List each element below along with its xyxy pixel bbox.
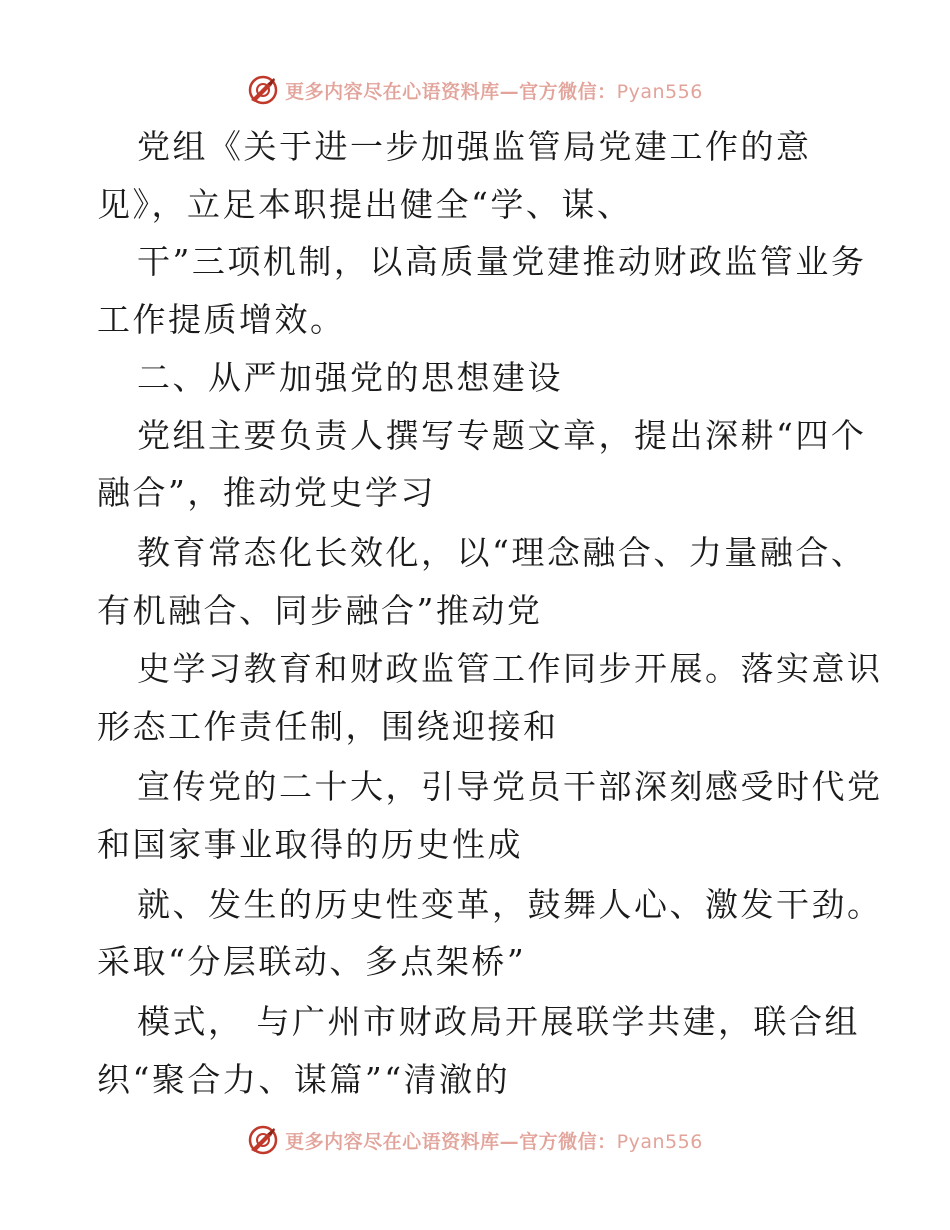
watermark-logo-icon [247, 74, 279, 106]
paragraph-line: 史学习教育和财政监管工作同步开展。落实意识 [137, 649, 883, 688]
paragraph-line: 工作提质增效。 [97, 300, 346, 339]
paragraph-line: 就、发生的历史性变革，鼓舞人心、激发干劲。 [137, 885, 883, 924]
paragraph-line: 织“聚合力、谋篇”“清澈的 [97, 1060, 511, 1099]
watermark-logo-icon [247, 1124, 279, 1156]
paragraph-line: 见》，立足本职提出健全“学、谋、 [97, 185, 633, 224]
paragraph-line: 干”三项机制，以高质量党建推动财政监管业务 [137, 242, 867, 281]
paragraph-line: 采取“分层联动、多点架桥” [97, 942, 527, 981]
paragraph-line: 有机融合、同步融合”推动党 [97, 591, 543, 630]
watermark-text: 更多内容尽在心语资料库—官方微信：Pyan556 [285, 80, 703, 103]
watermark-text: 更多内容尽在心语资料库—官方微信：Pyan556 [285, 1130, 703, 1153]
section-heading: 二、从严加强党的思想建设 [137, 358, 563, 397]
paragraph-line: 和国家事业取得的历史性成 [97, 825, 523, 864]
footer-watermark [0, 1120, 950, 1160]
paragraph-line: 党组主要负责人撰写专题文章，提出深耕“四个 [137, 416, 867, 455]
paragraph-line: 宣传党的二十大，引导党员干部深刻感受时代党 [137, 767, 883, 806]
paragraph-line: 模式， 与广州市财政局开展联学共建，联合组 [137, 1002, 860, 1041]
header-watermark [0, 70, 950, 110]
paragraph-line: 党组《关于进一步加强监管局党建工作的意 [137, 127, 812, 166]
paragraph-line: 融合”，推动党史学习 [97, 473, 436, 512]
paragraph-line: 教育常态化长效化，以“理念融合、力量融合、 [137, 533, 867, 572]
paragraph-line: 形态工作责任制，围绕迎接和 [97, 707, 559, 746]
